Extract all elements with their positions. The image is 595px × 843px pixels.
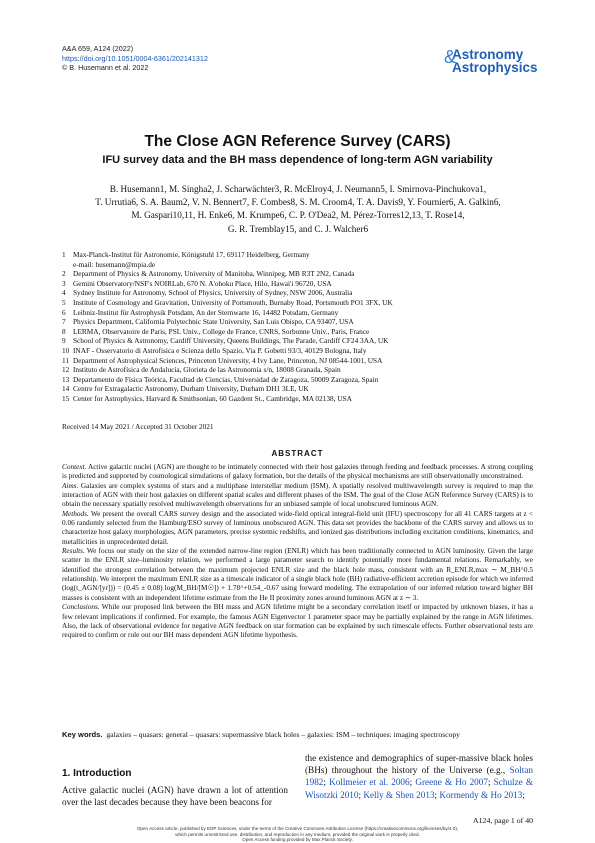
abstract-aims: [62, 482, 533, 510]
affiliation-item: [62, 356, 532, 366]
affiliation-number: 14: [62, 384, 70, 394]
affiliation-text: LERMA, Observatoire de Paris, PSL Univ., College de France, CNRS, Sorbonne Univ., Paris, France: [73, 326, 370, 336]
author-line: M. Gaspari10,11, H. Enke6, M. Krumpe6, C. P. O'Dea2, M. Pérez-Torres12,13, T. Rose14,: [131, 210, 465, 221]
separator: ;: [434, 789, 440, 800]
footer-line: Open Access article, published by EDP Sciences, under the terms of the Creative Commons Attribution License (https://creativecommons.org/licenses/by/4.0),: [136, 826, 459, 831]
abstract-methods: [62, 510, 533, 547]
affiliation-item: [62, 346, 532, 356]
abstract-context: [62, 463, 533, 482]
abstract-heading: ABSTRACT: [271, 449, 324, 458]
copyright-line: © B. Husemann et al. 2022: [62, 63, 149, 72]
affiliation-number: 11: [62, 355, 70, 365]
affiliation-item: [62, 298, 532, 308]
author-line: T. Urrutia6, S. A. Baum2, V. N. Bennert7, F. Combes8, S. M. Croom4, T. A. Davis9, Y. Fournier6, A. Galkin6,: [95, 197, 501, 208]
affiliation-list: [62, 250, 532, 404]
affiliation-number: 13: [62, 374, 70, 384]
affiliation-text: e-mail: husemann@mpia.de: [73, 259, 156, 269]
affiliation-item: [62, 327, 532, 337]
received-accepted-dates: Received 14 May 2021 / Accepted 31 October 2021: [62, 422, 214, 431]
logo-line-1: Astronomy: [452, 47, 524, 62]
separator: ;: [358, 789, 364, 800]
affiliation-text: Department of Astrophysical Sciences, Princeton University, 4 Ivy Lane, Princeton, NJ 08544-1001, USA: [73, 355, 383, 365]
journal-reference: A&A 659, A124 (2022): [62, 44, 134, 53]
affiliation-number: 4: [62, 288, 66, 298]
affiliation-number: 6: [62, 307, 66, 317]
intro-column-right: [305, 752, 533, 801]
journal-header: [62, 44, 208, 73]
separator: ;: [323, 777, 330, 788]
logo-line-2: Astrophysics: [452, 60, 538, 75]
footer-line: Open Access funding provided by Max Planck Society.: [242, 837, 353, 843]
abstract-conclusions: [62, 603, 533, 640]
affiliation-text: Gemini Observatory/NSF's NOIRLab, 670 N. A'ohoku Place, Hilo, Hawai'i 96720, USA: [73, 278, 332, 288]
methods-label: Methods.: [62, 509, 89, 518]
author-line: B. Husemann1, M. Singha2, J. Scharwächter3, R. McElroy4, J. Neumann5, I. Smirnova-Pinchukova1,: [109, 184, 487, 194]
affiliation-text: Institute of Cosmology and Gravitation, University of Portsmouth, Burnaby Road, Portsmouth PO1 3FX, UK: [73, 297, 393, 307]
affiliation-number: 5: [62, 297, 66, 307]
keywords-label: Key words.: [62, 730, 103, 739]
journal-logo: [444, 47, 562, 75]
affiliation-text: Instituto de Astrofísica de Andalucía, Glorieta de las Astronomía s/n, 18008 Granada, Spain: [73, 365, 341, 375]
affiliation-item: [62, 288, 532, 298]
affiliation-number: 9: [62, 336, 66, 346]
affiliation-number: 1: [62, 250, 66, 259]
conclusions-label: Conclusions.: [62, 603, 100, 612]
aims-label: Aims.: [62, 481, 79, 490]
affiliation-item: [62, 365, 532, 375]
section-heading-introduction: 1. Introduction: [62, 768, 132, 779]
affiliation-item: [62, 336, 532, 346]
affiliation-text: Departamento de Física Teórica, Facultad de Ciencias, Universidad de Zaragoza, 50009 Zaragoza, Spain: [73, 374, 379, 384]
abstract-results: [62, 547, 533, 603]
affiliation-text: Physics Department, California Polytechnic State University, San Luis Obispo, CA 93407, USA: [73, 317, 354, 327]
affiliation-item: [62, 394, 532, 404]
affiliation-item: [62, 384, 532, 394]
keywords: [62, 730, 460, 739]
page-number: A124, page 1 of 40: [473, 816, 533, 825]
affiliation-item: [62, 317, 532, 327]
author-list: [62, 183, 534, 236]
conclusions-text: While our proposed link between the BH mass and AGN lifetime might be a secondary correlation itself or impacted by unknown biases, it has a few relevant implications if confirmed. For example, the famous AGN Eigenvector 1 parameter space may be partially explained by the range in AGN lifetimes. Also, the lack of observational evidence for negative AGN feedback on star formation can be explained by such timescale effects. Further observational tests are required to confirm or rule out our BH mass dependent AGN lifetime hypothesis.: [62, 603, 533, 640]
keywords-text: galaxies – quasars: general – quasars: supermassive black holes – galaxies: ISM – techniques: imaging spectroscopy: [106, 730, 460, 739]
paper-subtitle: IFU survey data and the BH mass dependence of long-term AGN variability: [102, 154, 493, 166]
affiliation-item: [62, 308, 532, 318]
affiliation-text: Center for Astrophysics, Harvard & Smithsonian, 60 Gazdent St., Cambridge, MA 02138, USA: [73, 393, 352, 403]
aims-text: Galaxies are complex systems of stars and a multiphase interstellar medium (ISM). A spatially resolved multiwavelength survey is required to map the interaction of AGN with their host galaxies on different spatial scales and different phases of the ISM. The goal of the Close AGN Reference Survey (CARS) is to obtain the necessary spatially resolved multiwavelength observations for an unbiased sample of local unobscured luminous AGN.: [62, 481, 533, 509]
citation-link[interactable]: Kormendy & Ho 2013: [439, 789, 523, 800]
affiliation-item: [62, 269, 532, 279]
citation-link[interactable]: Kollmeier et al. 2006: [329, 777, 410, 788]
doi-link[interactable]: https://doi.org/10.1051/0004-6361/202141312: [62, 53, 208, 63]
results-label: Results.: [62, 547, 85, 556]
affiliation-text: INAF - Osservatorio di Astrofisica e Scienza dello Spazio, Via P. Gobetti 93/3, 40129 Bologna, Italy: [73, 345, 367, 355]
citation-link[interactable]: Kelly & Shen 2013: [363, 789, 435, 800]
affiliation-text: Department of Physics & Astronomy, University of Manitoba, Winnipeg, MB R3T 2N2, Canada: [73, 269, 355, 279]
affiliation-number: 8: [62, 326, 66, 336]
footer-line: which permits unrestricted use, distribution, and reproduction in any medium, provided the original work is properly cited.: [175, 831, 420, 837]
affiliation-text: Centre for Extragalactic Astronomy, Durham University, Durham DH1 3LE, UK: [73, 384, 309, 394]
affiliation-text: Max-Planck-Institut für Astronomie, Königstuhl 17, 69117 Heidelberg, Germany: [73, 250, 310, 259]
author-line: G. R. Tremblay15, and C. J. Walcher6: [227, 223, 369, 234]
results-text: We focus our study on the size of the extended narrow-line region (ENLR) which has been traditionally connected to AGN luminosity. Given the large scatter in the ENLR size–luminosity relation, we performed a large parameter search to identify potentially more fundamental relations. Remarkably, we identified the strongest correlation between the maximum projected ENLR size and the black hole mass, consistent with an R_ENLR,max ∼ M_BH^0.5 relationship. We interpret the maximum ENLR size as a timescale indicator of a single black hole (BH) radiative-efficient accretion episode for which we inferred (log(t_AGN/[yr])) = (0.45 ± 0.08) log(M_BH/[M☉]) + 1.78^+0.54_-0.67 using forward modeling. The extrapolation of our inferred relation toward higher BH masses is consistent with an independent lifetime estimate from the He II proximity zones around luminous AGN at z ∼ 3.: [62, 547, 533, 602]
affiliation-number: 12: [62, 365, 70, 375]
paper-title: The Close AGN Reference Survey (CARS): [144, 133, 451, 150]
affiliation-item: [62, 375, 532, 385]
citation-link[interactable]: Soltan 1982: [305, 765, 533, 788]
affiliation-number: 15: [62, 393, 70, 403]
affiliation-number: 3: [62, 278, 66, 288]
separator: ;: [522, 789, 525, 800]
affiliation-item: [62, 279, 532, 289]
intro-text: the existence and demographics of super-massive black holes (BHs) throughout the history of the Universe (e.g.,: [305, 753, 533, 776]
citation-link[interactable]: Greene & Ho 2007: [415, 777, 488, 788]
affiliation-text: School of Physics & Astronomy, Cardiff University, Queens Buildings, The Parade, Cardiff CF24 3AA, UK: [73, 336, 389, 346]
abstract-body: [62, 463, 533, 641]
affiliation-number: 2: [62, 269, 66, 279]
affiliation-number: 10: [62, 345, 70, 355]
affiliation-item: [62, 250, 532, 260]
affiliation-text: Sydney Institute for Astronomy, School of Physics, University of Sydney, NSW 2006, Australia: [73, 288, 353, 298]
license-footer: [62, 826, 533, 843]
affiliation-item: [62, 260, 532, 270]
citation-link[interactable]: Schulze & Wisotzki 2010: [305, 777, 534, 800]
affiliation-number: 7: [62, 317, 66, 327]
separator: ;: [409, 777, 416, 788]
separator: ;: [487, 777, 494, 788]
context-text: Active galactic nuclei (AGN) are thought to be intimately connected with their host galaxies through feeding and feedback processes. A strong coupling is predicted and supported by cosmological simulations of galaxy formation, but the details of the physical mechanisms are still observationally unconstrained.: [62, 463, 533, 481]
context-label: Context.: [62, 463, 87, 471]
affiliation-text: Leibniz-Institut für Astrophysik Potsdam, An der Sternwarte 16, 14482 Potsdam, Germany: [73, 307, 339, 317]
methods-text: We present the overall CARS survey design and the associated wide-field optical integral-field unit (IFU) spectroscopy for all 41 CARS targets at z < 0.06 randomly selected from the Hamburg/ESO survey of luminous unobscured AGN. This data set provides the backbone of the CARS survey and allows us to characterize host galaxy morphologies, AGN parameters, precise systemic redshifts, and ionized gas distributions including excitation conditions, kinematics, and metallicities in unprecedented detail.: [62, 509, 533, 546]
intro-column-left: Active galactic nuclei (AGN) have drawn a lot of attention over the last decades because they have been beacons for: [62, 785, 288, 808]
logo-ampersand: &: [444, 47, 457, 67]
